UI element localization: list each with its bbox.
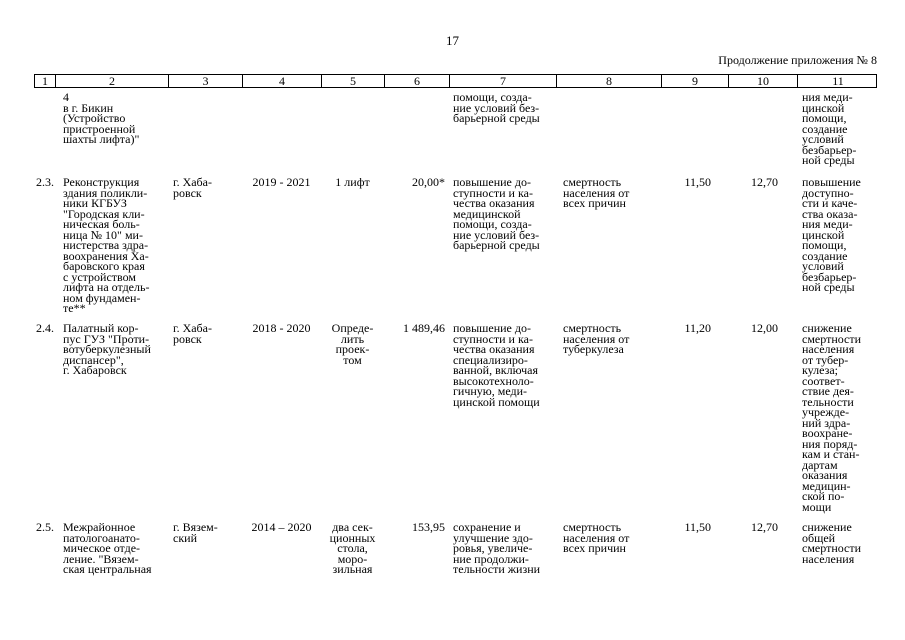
header-col-10: 10 xyxy=(729,75,798,87)
header-col-4: 4 xyxy=(243,75,322,87)
header-col-2: 2 xyxy=(56,75,169,87)
header-col-5: 5 xyxy=(322,75,385,87)
header-col-7: 7 xyxy=(450,75,557,87)
row-2-name: Реконструкция здания поликли- ники КГБУЗ "Городская кли- ническая боль- ница № 10" ми- нистерства здра- воохранения Ха- баровского края с устройством лифта на отдель- ном фундамен- те** xyxy=(63,175,150,315)
row-4-indicator: смертность населения от всех причин xyxy=(563,520,630,555)
header-col-1: 1 xyxy=(35,75,56,87)
row-3-name: Палатный кор- пус ГУЗ "Проти- вотуберкулезный диспансер", г. Хабаровск xyxy=(63,321,151,377)
row-4-result: снижение общей смертности населения xyxy=(802,520,862,566)
row-4-period: 2014 – 2020 xyxy=(251,520,312,534)
row-3-location: г. Хаба- ровск xyxy=(173,321,212,346)
row-4-amount: 153,95 xyxy=(412,520,445,534)
row-4-v2018: 11,50 xyxy=(684,520,711,534)
table-header-row xyxy=(34,74,877,88)
row-2-goal: повышение до- ступности и ка- чества оказания медицинской помощи, созда- ние условий без- барьерной среды xyxy=(453,175,540,252)
row-4-vtarget: 12,70 xyxy=(751,520,778,534)
row-2-vtarget: 12,70 xyxy=(751,175,778,189)
row-3-vtarget: 12,00 xyxy=(751,321,778,335)
header-col-6: 6 xyxy=(385,75,450,87)
row-4-goal: сохранение и улучшение здо- ровья, увеличе- ние продолжи- тельности жизни xyxy=(453,520,541,576)
row-4-num: 2.5. xyxy=(36,520,54,534)
row-2-period: 2019 - 2021 xyxy=(252,175,311,189)
row-3-indicator: смертность населения от туберкулеза xyxy=(563,321,630,356)
page-number: 17 xyxy=(446,33,459,48)
row-3-result: снижение смертности населения от тубер- кулеза; соответ- ствие дея- тельности учрежде- ний здра- воохране- ния поряд- кам и стан- дартам оказания медицин- ской по- мощи xyxy=(802,321,862,514)
row-2-num: 2.3. xyxy=(36,175,54,189)
header-col-11: 11 xyxy=(832,74,844,88)
row-4-location: г. Вязем- ский xyxy=(173,520,218,545)
row-2-indicator: смертность населения от всех причин xyxy=(563,175,630,210)
row-2-result: повышение доступно- сти и каче- ства оказа- ния меди- цинской помощи, создание условий безбарьер- ной среды xyxy=(802,175,861,294)
row-4-name: Межрайонное патологоанато- мическое отде- ление. "Вязем- ская центральная xyxy=(63,520,152,576)
appendix-caption: Продолжение приложения № 8 xyxy=(718,53,877,67)
row-3-num: 2.4. xyxy=(36,321,54,335)
row-1-name: 4 в г. Бикин (Устройство пристроенной шахты лифта)" xyxy=(63,90,140,146)
row-2-v2018: 11,50 xyxy=(684,175,711,189)
row-3-amount: 1 489,46 xyxy=(403,321,445,335)
row-2-capacity: 1 лифт xyxy=(335,175,370,189)
row-2-amount: 20,00* xyxy=(412,175,445,189)
row-4-capacity: два сек- ционных стола, моро- зильная xyxy=(329,520,376,576)
row-3-goal: повышение до- ступности и ка- чества оказания специализиро- ванной, включая высокотехноло- гичную, меди- цинской помощи xyxy=(453,321,540,409)
row-3-period: 2018 - 2020 xyxy=(252,321,311,335)
header-col-9: 9 xyxy=(662,75,729,87)
header-col-8: 8 xyxy=(557,75,662,87)
row-1-goal: помощи, созда- ние условий без- барьерной среды xyxy=(453,90,540,125)
row-2-location: г. Хаба- ровск xyxy=(173,175,212,200)
header-col-3: 3 xyxy=(169,75,243,87)
row-1-result: ния меди- цинской помощи, создание условий безбарьер- ной среды xyxy=(802,90,857,167)
row-3-capacity: Опреде- лить проек- том xyxy=(331,321,374,367)
row-3-v2018: 11,20 xyxy=(684,321,711,335)
